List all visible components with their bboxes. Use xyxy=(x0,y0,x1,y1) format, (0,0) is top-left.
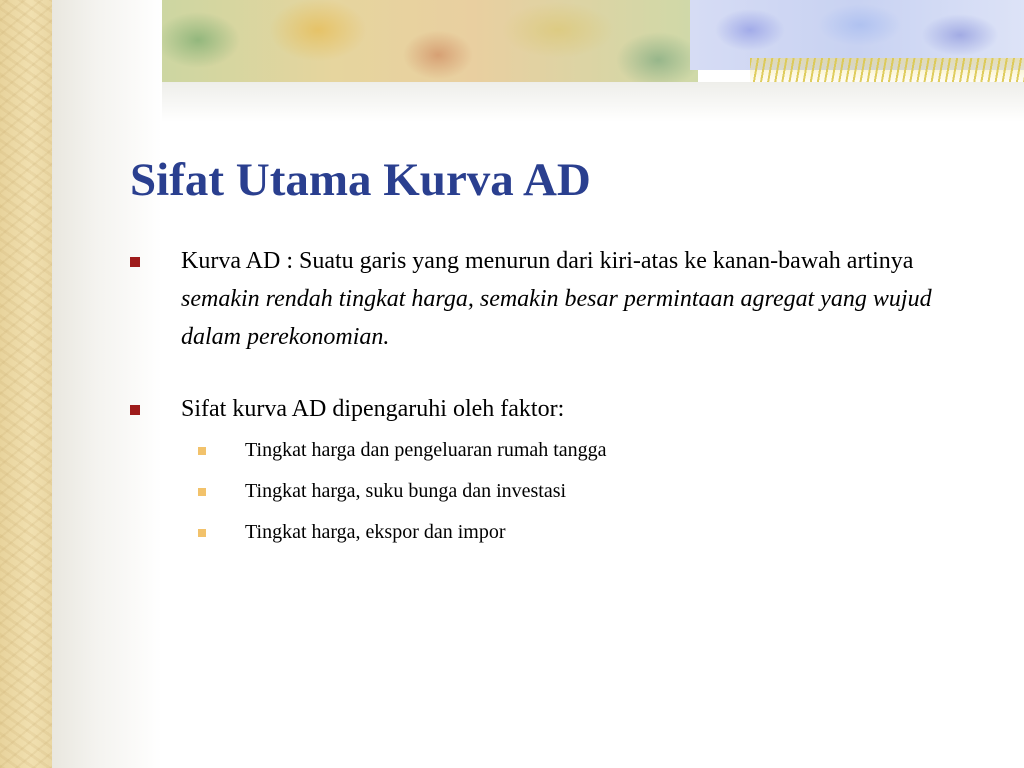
square-bullet-icon xyxy=(130,257,140,267)
square-bullet-icon xyxy=(130,405,140,415)
bullet-text: Kurva AD : Suatu garis yang menurun dari kiri-atas ke kanan-bawah artinya xyxy=(181,248,914,274)
square-sub-bullet-icon xyxy=(198,488,206,496)
sub-bullet-list xyxy=(130,430,980,553)
bullet-text-italic: semakin rendah tingkat harga, semakin besar permintaan agregat yang wujud dalam perekonomian. xyxy=(181,286,932,350)
sub-bullet-item xyxy=(130,430,980,471)
banner-leaves-image xyxy=(138,0,698,88)
bullet-item xyxy=(130,242,980,356)
sub-bullet-item xyxy=(130,512,980,553)
decorative-banner xyxy=(30,0,1024,88)
left-parchment-strip xyxy=(0,0,52,768)
banner-shadow xyxy=(50,82,1024,122)
slide-title: Sifat Utama Kurva AD xyxy=(130,154,591,206)
sub-bullet-item xyxy=(130,471,980,512)
bullet-item xyxy=(130,390,980,428)
sub-bullet-text: Tingkat harga, suku bunga dan investasi xyxy=(245,480,567,502)
slide-content xyxy=(130,242,980,553)
sub-bullet-text: Tingkat harga dan pengeluaran rumah tangga xyxy=(245,439,607,461)
bullet-text: Sifat kurva AD dipengaruhi oleh faktor: xyxy=(181,396,565,422)
square-sub-bullet-icon xyxy=(198,529,206,537)
square-sub-bullet-icon xyxy=(198,447,206,455)
sub-bullet-text: Tingkat harga, ekspor dan impor xyxy=(245,521,506,543)
